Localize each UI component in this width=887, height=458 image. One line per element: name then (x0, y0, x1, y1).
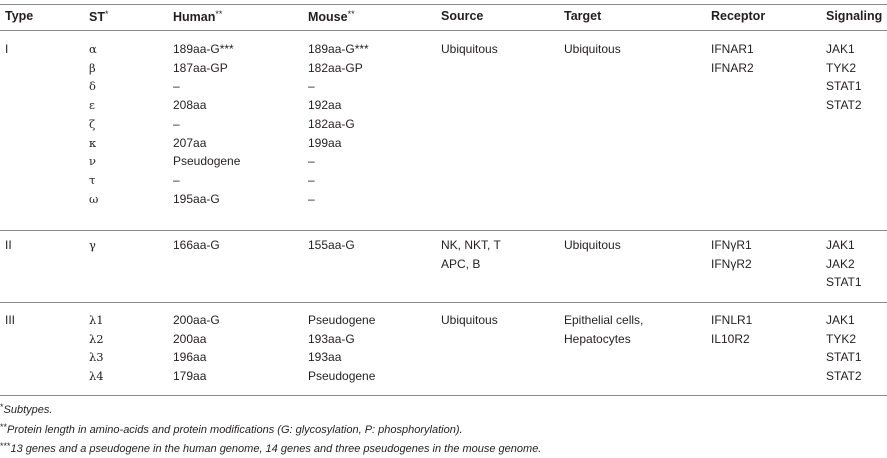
mouse-cell: 193aa (308, 350, 342, 365)
header-st (89, 9, 109, 29)
header-rule (0, 30, 887, 31)
group-mouse (308, 236, 355, 255)
group-target (564, 236, 621, 255)
signaling-cell: STAT1 (826, 79, 862, 94)
header-mouse (308, 9, 355, 29)
signaling-cell: STAT2 (826, 369, 862, 384)
subtype-cell: γ (89, 238, 96, 252)
receptor-cell: IFNγR2 (711, 256, 752, 271)
header-human-footnote-mark: ** (215, 9, 223, 19)
human-cell: 200aa-G (173, 313, 220, 327)
mouse-cell: 182aa-GP (308, 60, 363, 75)
target-cell: Ubiquitous (564, 238, 621, 252)
footnote (0, 441, 541, 455)
footnote-text: 13 genes and a pseudogene in the human genome, 14 genes and three pseudogenes in the mouse genome. (10, 443, 542, 455)
human-cell: 196aa (173, 350, 207, 365)
header-signaling-label: Signaling (826, 9, 883, 23)
group-subtypes (89, 40, 98, 208)
group-mouse (308, 40, 369, 208)
header-st-label: ST (89, 10, 105, 24)
group-signaling (826, 236, 862, 292)
signaling-cell: STAT1 (826, 275, 862, 290)
header-st-footnote-mark: * (104, 9, 109, 19)
group-subtypes (89, 236, 96, 255)
receptor-cell: IL10R2 (711, 331, 750, 346)
source-cell: Ubiquitous (441, 313, 498, 327)
subtype-cell: ν (89, 154, 96, 169)
footnote-mark: * (0, 402, 4, 412)
human-cell: – (173, 79, 180, 94)
mouse-cell: Pseudogene (308, 369, 376, 384)
subtype-cell: ω (89, 191, 99, 206)
header-target (564, 9, 601, 29)
subtype-cell: λ4 (89, 369, 104, 384)
source-cell: APC, B (441, 256, 481, 271)
subtype-cell: ζ (89, 116, 96, 131)
signaling-cell: JAK1 (826, 313, 855, 327)
human-cell: 200aa (173, 331, 207, 346)
header-human-label: Human (173, 10, 216, 24)
footnote (0, 422, 463, 436)
mouse-cell: – (308, 172, 315, 187)
mouse-cell: – (308, 191, 315, 206)
mouse-cell: 182aa-G (308, 116, 355, 131)
subtype-cell: β (89, 60, 96, 75)
human-cell: 166aa-G (173, 238, 220, 252)
header-type (5, 9, 33, 29)
header-mouse-label: Mouse (308, 10, 348, 24)
subtype-cell: λ2 (89, 331, 104, 346)
subtype-cell: α (89, 42, 97, 56)
footnote-mark: ** (0, 422, 8, 432)
group-source (441, 40, 498, 59)
subtype-cell: ε (89, 98, 95, 113)
target-cell: Epithelial cells, (564, 313, 644, 327)
receptor-cell: IFNAR2 (711, 60, 754, 75)
target-cell: Ubiquitous (564, 42, 621, 56)
group-receptor (711, 311, 752, 348)
mouse-cell: 189aa-G*** (308, 42, 369, 56)
group-mouse (308, 311, 375, 386)
receptor-cell: IFNLR1 (711, 313, 753, 327)
human-cell: 189aa-G*** (173, 42, 234, 56)
footnote-text: Protein length in amino-acids and protein modifications (G: glycosylation, P: phosphorylation). (7, 424, 463, 436)
subtype-cell: δ (89, 79, 96, 94)
signaling-cell: JAK1 (826, 238, 855, 252)
group-source (441, 311, 498, 330)
source-cell: Ubiquitous (441, 42, 498, 56)
header-signaling (826, 9, 882, 29)
human-cell: 195aa-G (173, 191, 220, 206)
header-mouse-footnote-mark: ** (347, 9, 355, 19)
group-source (441, 236, 501, 273)
group-human (173, 236, 220, 255)
mouse-cell: – (308, 154, 315, 169)
subtype-cell: κ (89, 135, 97, 150)
signaling-cell: TYK2 (826, 331, 857, 346)
subtype-cell: λ3 (89, 350, 104, 365)
receptor-cell: IFNγR1 (711, 238, 752, 252)
group-type-label: I (5, 42, 9, 56)
subtype-cell: λ1 (89, 313, 104, 327)
group-receptor (711, 40, 754, 77)
header-type-label: Type (5, 9, 34, 23)
mouse-cell: Pseudogene (308, 313, 376, 327)
human-cell: 179aa (173, 369, 207, 384)
footnote-mark: *** (0, 441, 11, 451)
header-receptor-label: Receptor (711, 9, 766, 23)
mouse-cell: 193aa-G (308, 331, 355, 346)
group-target (564, 311, 643, 348)
header-source (441, 9, 483, 29)
group-type-label: III (5, 313, 16, 327)
header-target-label: Target (564, 9, 602, 23)
header-receptor (711, 9, 765, 29)
signaling-cell: TYK2 (826, 60, 857, 75)
human-cell: – (173, 172, 180, 187)
signaling-cell: STAT1 (826, 350, 862, 365)
group-divider (0, 230, 887, 231)
human-cell: 208aa (173, 98, 207, 113)
group-human (173, 40, 240, 208)
group-type-label: II (5, 238, 12, 252)
human-cell: 207aa (173, 135, 207, 150)
target-cell: Hepatocytes (564, 331, 631, 346)
group-subtypes (89, 311, 104, 386)
footnote-text: Subtypes. (3, 404, 53, 416)
subtype-cell: τ (89, 172, 96, 187)
human-cell: – (173, 116, 180, 131)
table-top-rule (0, 4, 887, 5)
table-bottom-rule (0, 395, 887, 396)
group-signaling (826, 40, 862, 115)
group-signaling (826, 311, 862, 386)
group-divider (0, 302, 887, 303)
group-target (564, 40, 621, 59)
header-source-label: Source (441, 9, 484, 23)
footnote (0, 402, 52, 416)
receptor-cell: IFNAR1 (711, 42, 754, 56)
mouse-cell: 199aa (308, 135, 342, 150)
group-human (173, 311, 220, 386)
group-receptor (711, 236, 752, 273)
human-cell: 187aa-GP (173, 60, 228, 75)
signaling-cell: STAT2 (826, 98, 862, 113)
human-cell: Pseudogene (173, 154, 241, 169)
mouse-cell: 192aa (308, 98, 342, 113)
header-human (173, 9, 222, 29)
signaling-cell: JAK2 (826, 256, 855, 271)
mouse-cell: – (308, 79, 315, 94)
source-cell: NK, NKT, T (441, 238, 501, 252)
mouse-cell: 155aa-G (308, 238, 355, 252)
signaling-cell: JAK1 (826, 42, 855, 56)
